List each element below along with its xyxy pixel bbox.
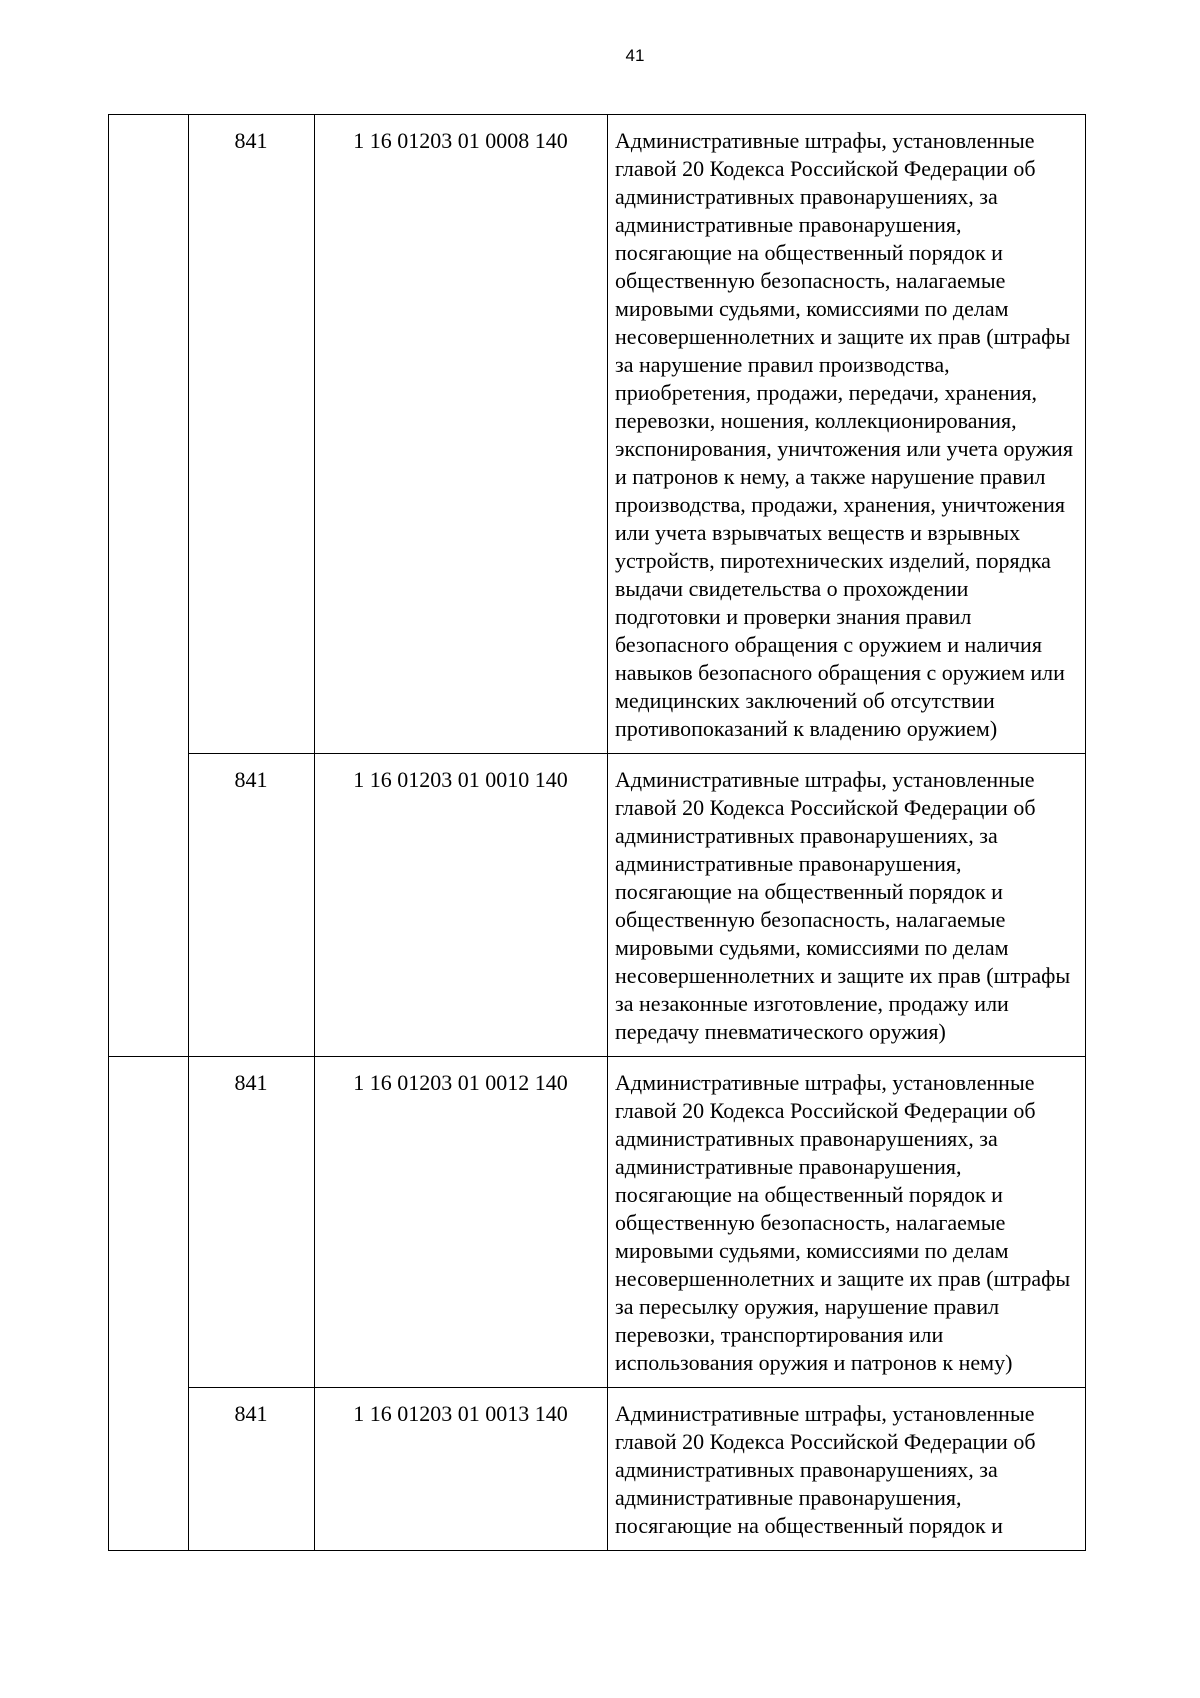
description-line: использования оружия и патронов к нему) <box>615 1350 1013 1375</box>
description-line: устройств, пиротехнических изделий, порядка <box>615 548 1051 573</box>
kbk-code-cell: 1 16 01203 01 0012 140 <box>315 1057 608 1388</box>
blank-cell <box>109 115 189 754</box>
description-line: общественную безопасность, налагаемые <box>615 1210 1006 1235</box>
description-line: Административные штрафы, установленные <box>615 1401 1035 1426</box>
description-line: общественную безопасность, налагаемые <box>615 268 1006 293</box>
description-line: административных правонарушениях, за <box>615 823 998 848</box>
description-line: административные правонарушения, <box>615 1485 962 1510</box>
description-cell <box>608 1057 1086 1388</box>
admin-code-cell: 841 <box>189 115 315 754</box>
description-line: Административные штрафы, установленные <box>615 767 1035 792</box>
description-line: административные правонарушения, <box>615 851 962 876</box>
description-line: за нарушение правил производства, <box>615 352 950 377</box>
description-line: несовершеннолетних и защите их прав (штрафы <box>615 963 1071 988</box>
admin-code-cell: 841 <box>189 1388 315 1551</box>
description-line: административных правонарушениях, за <box>615 1457 998 1482</box>
description-line: административные правонарушения, <box>615 212 962 237</box>
description-cell <box>608 754 1086 1057</box>
description-line: производства, продажи, хранения, уничтожения <box>615 492 1066 517</box>
description-line: административных правонарушениях, за <box>615 1126 998 1151</box>
description-line: перевозки, транспортирования или <box>615 1322 944 1347</box>
table-row <box>109 115 1086 754</box>
description-line: подготовки и проверки знания правил <box>615 604 972 629</box>
description-line: посягающие на общественный порядок и <box>615 1182 1003 1207</box>
blank-cell <box>109 1057 189 1388</box>
table-row <box>109 754 1086 1057</box>
description-line: передачу пневматического оружия) <box>615 1019 946 1044</box>
description-line: мировыми судьями, комиссиями по делам <box>615 1238 1009 1263</box>
budget-codes-table <box>108 114 1086 1551</box>
admin-code-cell: 841 <box>189 1057 315 1388</box>
description-line: и патронов к нему, а также нарушение правил <box>615 464 1046 489</box>
description-line: за незаконные изготовление, продажу или <box>615 991 1009 1016</box>
description-line: за пересылку оружия, нарушение правил <box>615 1294 1000 1319</box>
description-line: мировыми судьями, комиссиями по делам <box>615 296 1009 321</box>
description-line: посягающие на общественный порядок и <box>615 240 1003 265</box>
description-cell <box>608 115 1086 754</box>
kbk-code-cell: 1 16 01203 01 0010 140 <box>315 754 608 1057</box>
admin-code-cell: 841 <box>189 754 315 1057</box>
description-line: экспонирования, уничтожения или учета оружия <box>615 436 1073 461</box>
description-line: перевозки, ношения, коллекционирования, <box>615 408 1017 433</box>
description-line: посягающие на общественный порядок и <box>615 1513 1003 1538</box>
description-line: главой 20 Кодекса Российской Федерации об <box>615 156 1036 181</box>
description-line: Административные штрафы, установленные <box>615 1070 1035 1095</box>
description-line: противопоказаний к владению оружием) <box>615 716 998 741</box>
kbk-code-cell: 1 16 01203 01 0013 140 <box>315 1388 608 1551</box>
description-line: общественную безопасность, налагаемые <box>615 907 1006 932</box>
description-line: приобретения, продажи, передачи, хранения, <box>615 380 1038 405</box>
description-line: или учета взрывчатых веществ и взрывных <box>615 520 1021 545</box>
description-line: Административные штрафы, установленные <box>615 128 1035 153</box>
description-line: медицинских заключений об отсутствии <box>615 688 995 713</box>
table-row <box>109 1057 1086 1388</box>
description-line: главой 20 Кодекса Российской Федерации об <box>615 1429 1036 1454</box>
description-line: главой 20 Кодекса Российской Федерации об <box>615 1098 1036 1123</box>
description-line: несовершеннолетних и защите их прав (штрафы <box>615 1266 1071 1291</box>
blank-cell <box>109 754 189 1057</box>
description-line: выдачи свидетельства о прохождении <box>615 576 969 601</box>
description-cell <box>608 1388 1086 1551</box>
description-line: административные правонарушения, <box>615 1154 962 1179</box>
description-line: главой 20 Кодекса Российской Федерации об <box>615 795 1036 820</box>
description-line: навыков безопасного обращения с оружием или <box>615 660 1065 685</box>
page-number: 41 <box>625 46 645 65</box>
description-line: посягающие на общественный порядок и <box>615 879 1003 904</box>
kbk-code-cell: 1 16 01203 01 0008 140 <box>315 115 608 754</box>
description-line: несовершеннолетних и защите их прав (штрафы <box>615 324 1071 349</box>
table-row <box>109 1388 1086 1551</box>
blank-cell <box>109 1388 189 1551</box>
description-line: административных правонарушениях, за <box>615 184 998 209</box>
description-line: безопасного обращения с оружием и наличия <box>615 632 1042 657</box>
description-line: мировыми судьями, комиссиями по делам <box>615 935 1009 960</box>
